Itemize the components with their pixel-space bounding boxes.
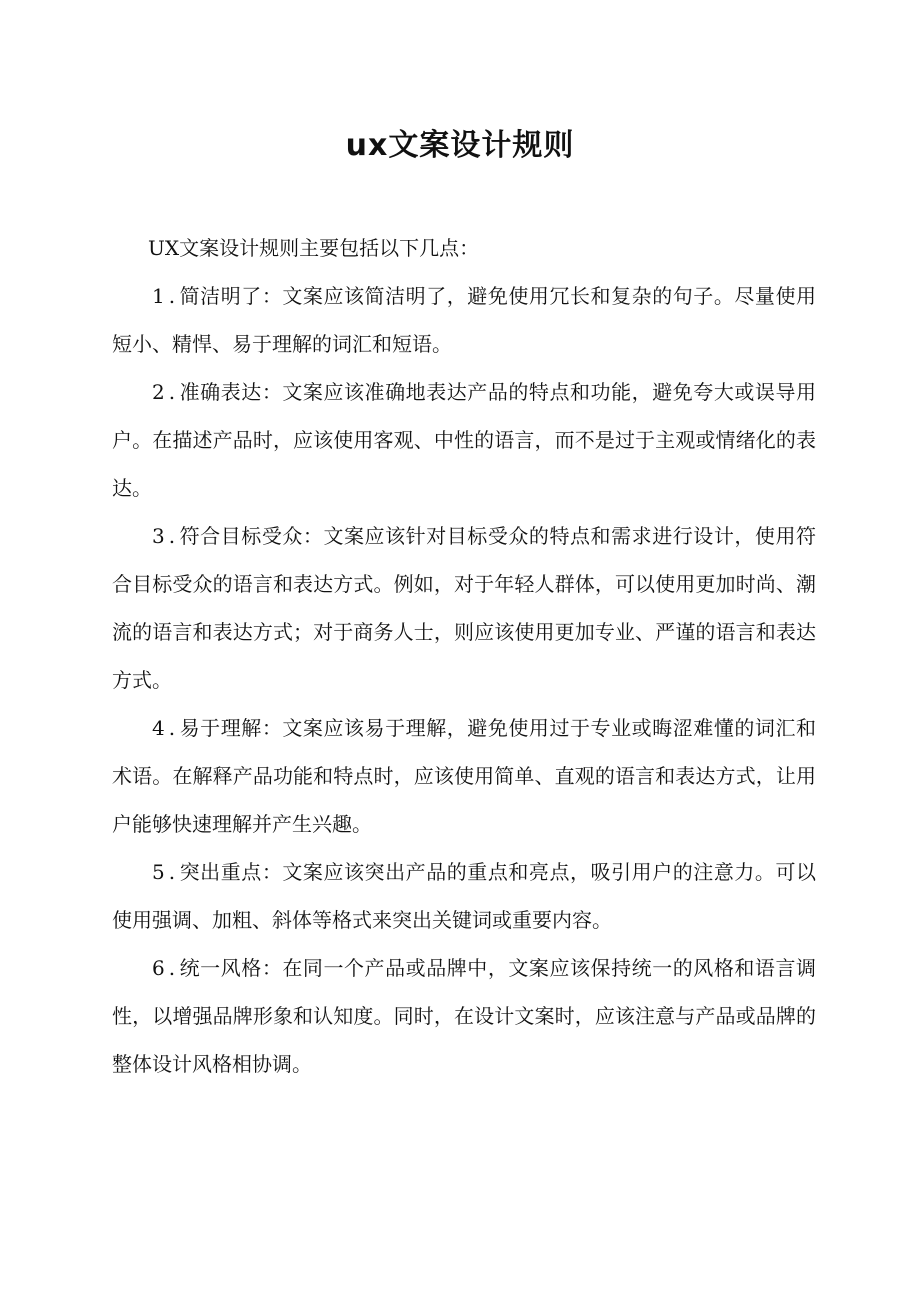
rule-text: 文案应该准确地表达产品的特点和功能，避免夸大或误导用户。在描述产品时，应该使用客观、中性的语言，而不是过于主观或情绪化的表达。 (112, 380, 817, 500)
rule-number: 3. (152, 524, 180, 548)
rule-paragraph-1 (112, 272, 816, 368)
rule-number: 1. (152, 284, 180, 308)
rule-heading: 简洁明了： (179, 284, 283, 308)
rule-text: 文案应该突出产品的重点和亮点，吸引用户的注意力。可以使用强调、加粗、斜体等格式来突出关键词或重要内容。 (112, 860, 817, 932)
document-body (112, 224, 816, 1088)
rule-text: 文案应该针对目标受众的特点和需求进行设计，使用符合目标受众的语言和表达方式。例如，对于年轻人群体，可以使用更加时尚、潮流的语言和表达方式；对于商务人士，则应该使用更加专业、严谨的语言和表达方式。 (112, 524, 817, 692)
rule-heading: 突出重点： (179, 860, 283, 884)
rule-heading: 易于理解： (179, 716, 283, 740)
rule-paragraph-3 (112, 512, 816, 704)
rule-number: 6. (152, 956, 180, 980)
rule-number: 4. (152, 716, 180, 740)
rule-paragraph-4 (112, 704, 816, 848)
rule-heading: 统一风格： (179, 956, 283, 980)
rule-paragraph-6 (112, 944, 816, 1088)
rule-text: 文案应该简洁明了，避免使用冗长和复杂的句子。尽量使用短小、精悍、易于理解的词汇和短语。 (112, 284, 817, 356)
rule-number: 5. (152, 860, 180, 884)
rule-heading: 符合目标受众： (179, 524, 324, 548)
rule-heading: 准确表达： (179, 380, 283, 404)
rule-text: 在同一个产品或品牌中，文案应该保持统一的风格和语言调性，以增强品牌形象和认知度。同时，在设计文案时，应该注意与产品或品牌的整体设计风格相协调。 (112, 956, 817, 1076)
rule-number: 2. (152, 380, 180, 404)
document-title: ux文案设计规则 (345, 128, 575, 163)
rule-paragraph-5 (112, 848, 816, 944)
rule-paragraph-2 (112, 368, 816, 512)
intro-paragraph: UX文案设计规则主要包括以下几点： (148, 236, 480, 260)
rule-text: 文案应该易于理解，避免使用过于专业或晦涩难懂的词汇和术语。在解释产品功能和特点时，应该使用简单、直观的语言和表达方式，让用户能够快速理解并产生兴趣。 (112, 716, 817, 836)
